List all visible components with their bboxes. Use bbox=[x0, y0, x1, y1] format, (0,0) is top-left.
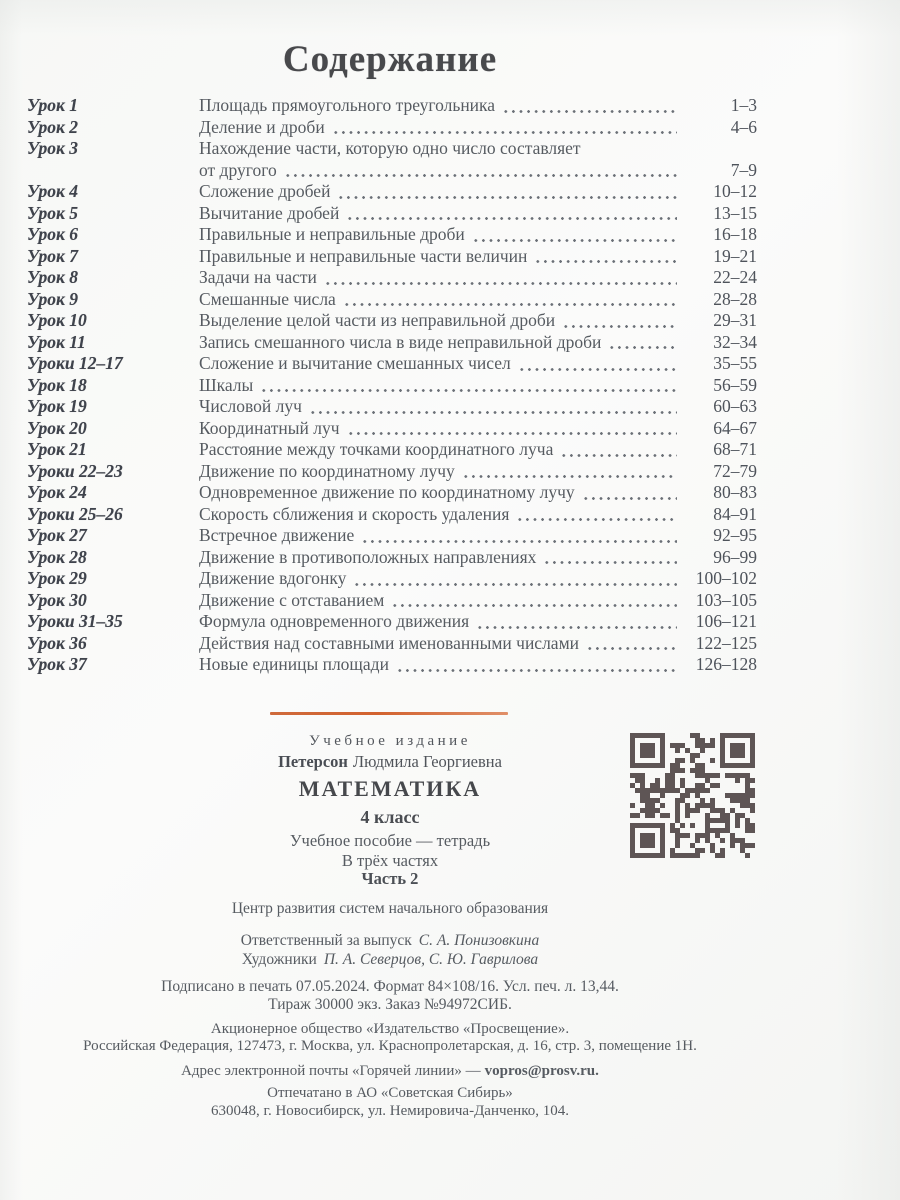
toc-entry-title: Сложение дробей bbox=[199, 181, 331, 201]
toc-entry-title: Правильные и неправильные части величин bbox=[199, 245, 528, 266]
toc-entry bbox=[27, 203, 757, 225]
dot-leader bbox=[361, 539, 677, 544]
toc-entry-title: Смешанные числа bbox=[199, 288, 336, 309]
toc-entry-title: Движение с отставанием bbox=[199, 589, 385, 610]
toc-entry bbox=[27, 461, 757, 483]
toc-entry-title: от другого bbox=[199, 159, 277, 180]
edition-type: Учебное издание bbox=[309, 733, 471, 749]
dot-leader bbox=[324, 281, 677, 286]
toc-entry bbox=[27, 418, 757, 440]
toc-entry-content bbox=[199, 353, 757, 375]
toc-entry-label: Урок 21 bbox=[27, 439, 87, 459]
toc-entry-pages: 122–125 bbox=[695, 632, 757, 653]
toc-entry-title: Запись смешанного числа в виде неправильной дроби bbox=[199, 331, 602, 352]
toc-entry-content bbox=[199, 181, 757, 203]
responsible-editor-label: Ответственный за выпуск bbox=[240, 932, 412, 949]
toc-entry-title: Координатный луч bbox=[199, 417, 340, 438]
toc-entry-pages: 7–9 bbox=[730, 159, 757, 180]
toc-entry-label: Урок 5 bbox=[27, 202, 78, 223]
toc-entry-label: Урок 37 bbox=[27, 654, 87, 674]
toc-entry bbox=[27, 117, 757, 139]
toc-entry-line: Нахождение части, которую одно число составляет bbox=[199, 138, 581, 158]
toc-entry-pages: 96–99 bbox=[713, 546, 757, 567]
toc-entry-line bbox=[199, 611, 757, 633]
toc-entry-pages: 92–95 bbox=[713, 525, 757, 545]
artists-names: П. А. Северцов, С. Ю. Гаврилова bbox=[323, 951, 539, 968]
author-name: Людмила Георгиевна bbox=[352, 752, 502, 771]
toc-entry-line bbox=[199, 633, 757, 655]
dot-leader bbox=[353, 582, 677, 587]
artists-label: Художники bbox=[241, 951, 317, 968]
toc-entry-line bbox=[199, 482, 757, 504]
toc-entry-pages: 56–59 bbox=[713, 374, 757, 395]
toc-entry-pages: 103–105 bbox=[695, 589, 757, 610]
toc-entry-pages: 1–3 bbox=[730, 95, 757, 115]
toc-entry-title: Движение по координатному лучу bbox=[199, 460, 455, 481]
toc-entry-line bbox=[199, 439, 757, 461]
toc-entry-label: Урок 7 bbox=[27, 245, 78, 266]
toc-entry-title: Встречное движение bbox=[199, 525, 355, 545]
dot-leader bbox=[343, 302, 677, 307]
toc-entry-line bbox=[199, 547, 757, 569]
toc-entry bbox=[27, 310, 757, 332]
toc-entry bbox=[27, 525, 757, 547]
toc-entry bbox=[27, 633, 757, 655]
toc-entry bbox=[27, 138, 757, 181]
toc-entry-content bbox=[199, 504, 757, 526]
toc-entry-line bbox=[199, 461, 757, 483]
toc-entry-label: Урок 19 bbox=[27, 396, 87, 416]
book-title: МАТЕМАТИКА bbox=[298, 776, 482, 801]
toc-entry-title: Формула одновременного движения bbox=[199, 611, 470, 631]
toc-entry-content bbox=[199, 310, 757, 332]
toc-entry-title: Выделение целой части из неправильной дроби bbox=[199, 310, 556, 330]
artists-line bbox=[0, 950, 780, 969]
toc-entry bbox=[27, 396, 757, 418]
toc-entry-label: Уроки 12–17 bbox=[27, 353, 123, 373]
toc-entry-content bbox=[199, 246, 757, 268]
toc-entry-line bbox=[199, 590, 757, 612]
dot-leader bbox=[347, 431, 677, 436]
print-info-line1: Подписано в печать 07.05.2024. Формат 84×108/16. Усл. печ. л. 13,44. bbox=[161, 978, 619, 995]
toc-entry-title: Вычитание дробей bbox=[199, 202, 340, 223]
responsible-editor-name: С. А. Понизовкина bbox=[418, 932, 540, 949]
dot-leader bbox=[332, 130, 677, 135]
dot-leader bbox=[284, 173, 677, 178]
toc-entry-line bbox=[199, 332, 757, 354]
toc-entry-label: Урок 3 bbox=[27, 138, 78, 158]
toc-list bbox=[27, 95, 757, 676]
publisher-name: Акционерное общество «Издательство «Просвещение». bbox=[210, 1021, 570, 1037]
toc-entry-content bbox=[199, 461, 757, 483]
dot-leader bbox=[516, 517, 677, 522]
toc-entry-pages: 72–79 bbox=[713, 460, 757, 481]
toc-entry-label: Урок 4 bbox=[27, 181, 78, 201]
toc-entry-line bbox=[199, 525, 757, 547]
dot-leader bbox=[309, 410, 677, 415]
toc-entry-label: Урок 8 bbox=[27, 267, 78, 287]
dot-leader bbox=[518, 367, 677, 372]
toc-entry-label: Урок 24 bbox=[27, 482, 87, 502]
print-info-line2: Тираж 30000 экз. Заказ №94972СИБ. bbox=[268, 996, 512, 1013]
toc-entry-pages: 16–18 bbox=[713, 224, 757, 244]
dot-leader bbox=[502, 109, 677, 114]
toc-entry-content bbox=[199, 289, 757, 311]
hotline-email-line bbox=[0, 1062, 780, 1081]
toc-entry-pages: 35–55 bbox=[713, 353, 757, 373]
part-number: Часть 2 bbox=[361, 869, 419, 888]
toc-entry-label: Урок 10 bbox=[27, 310, 87, 330]
toc-entry-pages: 60–63 bbox=[713, 396, 757, 416]
toc-entry-line bbox=[199, 117, 757, 139]
toc-entry-content bbox=[199, 332, 757, 354]
toc-entry bbox=[27, 590, 757, 612]
toc-entry-title: Площадь прямоугольного треугольника bbox=[199, 95, 496, 115]
toc-entry-line bbox=[199, 289, 757, 311]
toc-entry-content bbox=[199, 375, 757, 397]
qr-code bbox=[630, 733, 755, 858]
toc-entry-label: Урок 27 bbox=[27, 525, 87, 545]
toc-entry-title: Одновременное движение по координатному лучу bbox=[199, 482, 575, 502]
toc-entry-content bbox=[199, 482, 757, 504]
toc-entry-content bbox=[199, 224, 757, 246]
toc-entry bbox=[27, 289, 757, 311]
toc-entry-pages: 126–128 bbox=[695, 654, 757, 674]
toc-entry-content bbox=[199, 654, 757, 676]
toc-entry-line bbox=[199, 181, 757, 203]
toc-entry bbox=[27, 568, 757, 590]
toc-entry-pages: 100–102 bbox=[695, 568, 757, 588]
development-center: Центр развития систем начального образования bbox=[231, 900, 549, 917]
toc-entry bbox=[27, 504, 757, 526]
dot-leader bbox=[608, 345, 677, 350]
toc-entry-title: Движение в противоположных направлениях bbox=[199, 546, 537, 567]
toc-entry-content bbox=[199, 547, 757, 569]
toc-entry-label: Урок 28 bbox=[27, 546, 87, 567]
dot-leader bbox=[462, 474, 677, 479]
toc-entry-title: Скорость сближения и скорость удаления bbox=[199, 503, 510, 524]
toc-entry bbox=[27, 482, 757, 504]
dot-leader bbox=[582, 496, 677, 501]
toc-entry-line bbox=[199, 375, 757, 397]
toc-entry bbox=[27, 267, 757, 289]
toc-entry-label: Урок 29 bbox=[27, 568, 87, 588]
dot-leader bbox=[391, 603, 677, 608]
dot-leader bbox=[586, 646, 677, 651]
toc-entry bbox=[27, 547, 757, 569]
toc-entry-label: Уроки 22–23 bbox=[27, 460, 123, 481]
responsible-editor-line bbox=[0, 931, 780, 950]
subtitle-type: Учебное пособие — тетрадь bbox=[289, 831, 491, 850]
toc-entry-line bbox=[199, 246, 757, 268]
toc-entry-label: Урок 18 bbox=[27, 374, 87, 395]
toc-entry bbox=[27, 375, 757, 397]
dot-leader bbox=[260, 388, 677, 393]
toc-entry-line bbox=[199, 568, 757, 590]
toc-entry-label: Урок 30 bbox=[27, 589, 87, 610]
toc-entry-title: Шкалы bbox=[199, 374, 254, 395]
dot-leader bbox=[346, 216, 677, 221]
toc-entry bbox=[27, 439, 757, 461]
toc-entry-line bbox=[199, 396, 757, 418]
toc-entry-pages: 4–6 bbox=[730, 116, 757, 137]
toc-entry bbox=[27, 654, 757, 676]
toc-entry-line bbox=[199, 267, 757, 289]
toc-entry-pages: 13–15 bbox=[713, 202, 757, 223]
toc-entry-pages: 28–28 bbox=[713, 288, 757, 309]
toc-entry-label: Уроки 25–26 bbox=[27, 503, 123, 524]
toc-entry-label: Урок 1 bbox=[27, 95, 78, 115]
toc-entry-content bbox=[199, 117, 757, 139]
hotline-email-label: Адрес электронной почты «Горячей линии» — bbox=[181, 1063, 481, 1079]
dot-leader bbox=[534, 259, 677, 264]
dot-leader bbox=[543, 560, 677, 565]
toc-entry-label: Урок 20 bbox=[27, 417, 87, 438]
subtitle-parts: В трёх частях bbox=[341, 851, 439, 870]
printing-house-line: Отпечатано в АО «Советская Сибирь» bbox=[267, 1085, 513, 1101]
toc-entry-title: Правильные и неправильные дроби bbox=[199, 224, 465, 244]
hotline-email-address: vopros@prosv.ru. bbox=[484, 1063, 599, 1079]
toc-entry-label: Урок 36 bbox=[27, 632, 87, 653]
grade-line: 4 класс bbox=[360, 807, 420, 827]
toc-entry-label: Урок 9 bbox=[27, 288, 78, 309]
toc-entry-line bbox=[199, 310, 757, 332]
toc-entry-label: Урок 2 bbox=[27, 116, 78, 137]
toc-entry-line bbox=[199, 224, 757, 246]
toc-entry-content bbox=[199, 590, 757, 612]
toc-entry bbox=[27, 332, 757, 354]
toc-entry-title: Расстояние между точками координатного луча bbox=[199, 439, 554, 459]
toc-entry bbox=[27, 246, 757, 268]
toc-entry-title: Задачи на части bbox=[199, 267, 317, 287]
printing-house-address: 630048, г. Новосибирск, ул. Немировича-Данченко, 104. bbox=[210, 1103, 569, 1119]
toc-entry-pages: 29–31 bbox=[713, 310, 757, 330]
toc-entry-pages: 84–91 bbox=[713, 503, 757, 524]
dot-leader bbox=[396, 668, 677, 673]
dot-leader bbox=[472, 238, 677, 243]
toc-entry-content bbox=[199, 439, 757, 461]
toc-entry-pages: 68–71 bbox=[713, 439, 757, 459]
toc-entry-line bbox=[199, 353, 757, 375]
dot-leader bbox=[560, 453, 677, 458]
toc-entry-line bbox=[199, 504, 757, 526]
toc-entry-content bbox=[199, 267, 757, 289]
toc-entry bbox=[27, 611, 757, 633]
toc-entry-line bbox=[199, 203, 757, 225]
toc-entry-label: Урок 6 bbox=[27, 224, 78, 244]
toc-entry-title: Движение вдогонку bbox=[199, 568, 347, 588]
toc-entry-line bbox=[199, 654, 757, 676]
toc-entry-title: Новые единицы площади bbox=[199, 654, 389, 674]
toc-entry-pages: 80–83 bbox=[713, 482, 757, 502]
toc-entry-content bbox=[199, 418, 757, 440]
dot-leader bbox=[476, 625, 677, 630]
toc-entry-pages: 19–21 bbox=[713, 245, 757, 266]
toc-entry-content bbox=[199, 95, 757, 117]
toc-entry-line bbox=[199, 95, 757, 117]
toc-entry bbox=[27, 353, 757, 375]
toc-entry-content bbox=[199, 203, 757, 225]
toc-entry-pages: 64–67 bbox=[713, 417, 757, 438]
dot-leader bbox=[562, 324, 677, 329]
toc-entry-pages: 10–12 bbox=[713, 181, 757, 201]
toc-entry-title: Действия над составными именованными числами bbox=[199, 632, 580, 653]
toc-entry-title: Деление и дроби bbox=[199, 116, 325, 137]
toc-entry-content bbox=[199, 396, 757, 418]
toc-entry-pages: 32–34 bbox=[713, 331, 757, 352]
toc-entry-title: Числовой луч bbox=[199, 396, 302, 416]
toc-entry-title: Сложение и вычитание смешанных чисел bbox=[199, 353, 511, 373]
toc-entry-line bbox=[199, 160, 757, 182]
toc-entry bbox=[27, 224, 757, 246]
toc-entry-content bbox=[199, 568, 757, 590]
divider-rule bbox=[270, 712, 508, 715]
toc-entry-pages: 106–121 bbox=[695, 611, 757, 631]
toc-entry bbox=[27, 95, 757, 117]
page-title: Содержание bbox=[282, 39, 498, 80]
toc-entry-line bbox=[199, 418, 757, 440]
toc-entry-content bbox=[199, 525, 757, 547]
publisher-address: Российская Федерация, 127473, г. Москва, ул. Краснопролетарская, д. 16, стр. 3, помещение 1Н. bbox=[83, 1038, 697, 1054]
toc-entry-content bbox=[199, 633, 757, 655]
dot-leader bbox=[337, 195, 677, 200]
toc-entry-label: Урок 11 bbox=[27, 331, 86, 352]
toc-entry bbox=[27, 181, 757, 203]
toc-entry-label: Уроки 31–35 bbox=[27, 611, 123, 631]
toc-entry-pages: 22–24 bbox=[713, 267, 757, 287]
author-surname: Петерсон bbox=[278, 752, 348, 771]
toc-entry-content bbox=[199, 138, 757, 181]
toc-entry-content bbox=[199, 611, 757, 633]
